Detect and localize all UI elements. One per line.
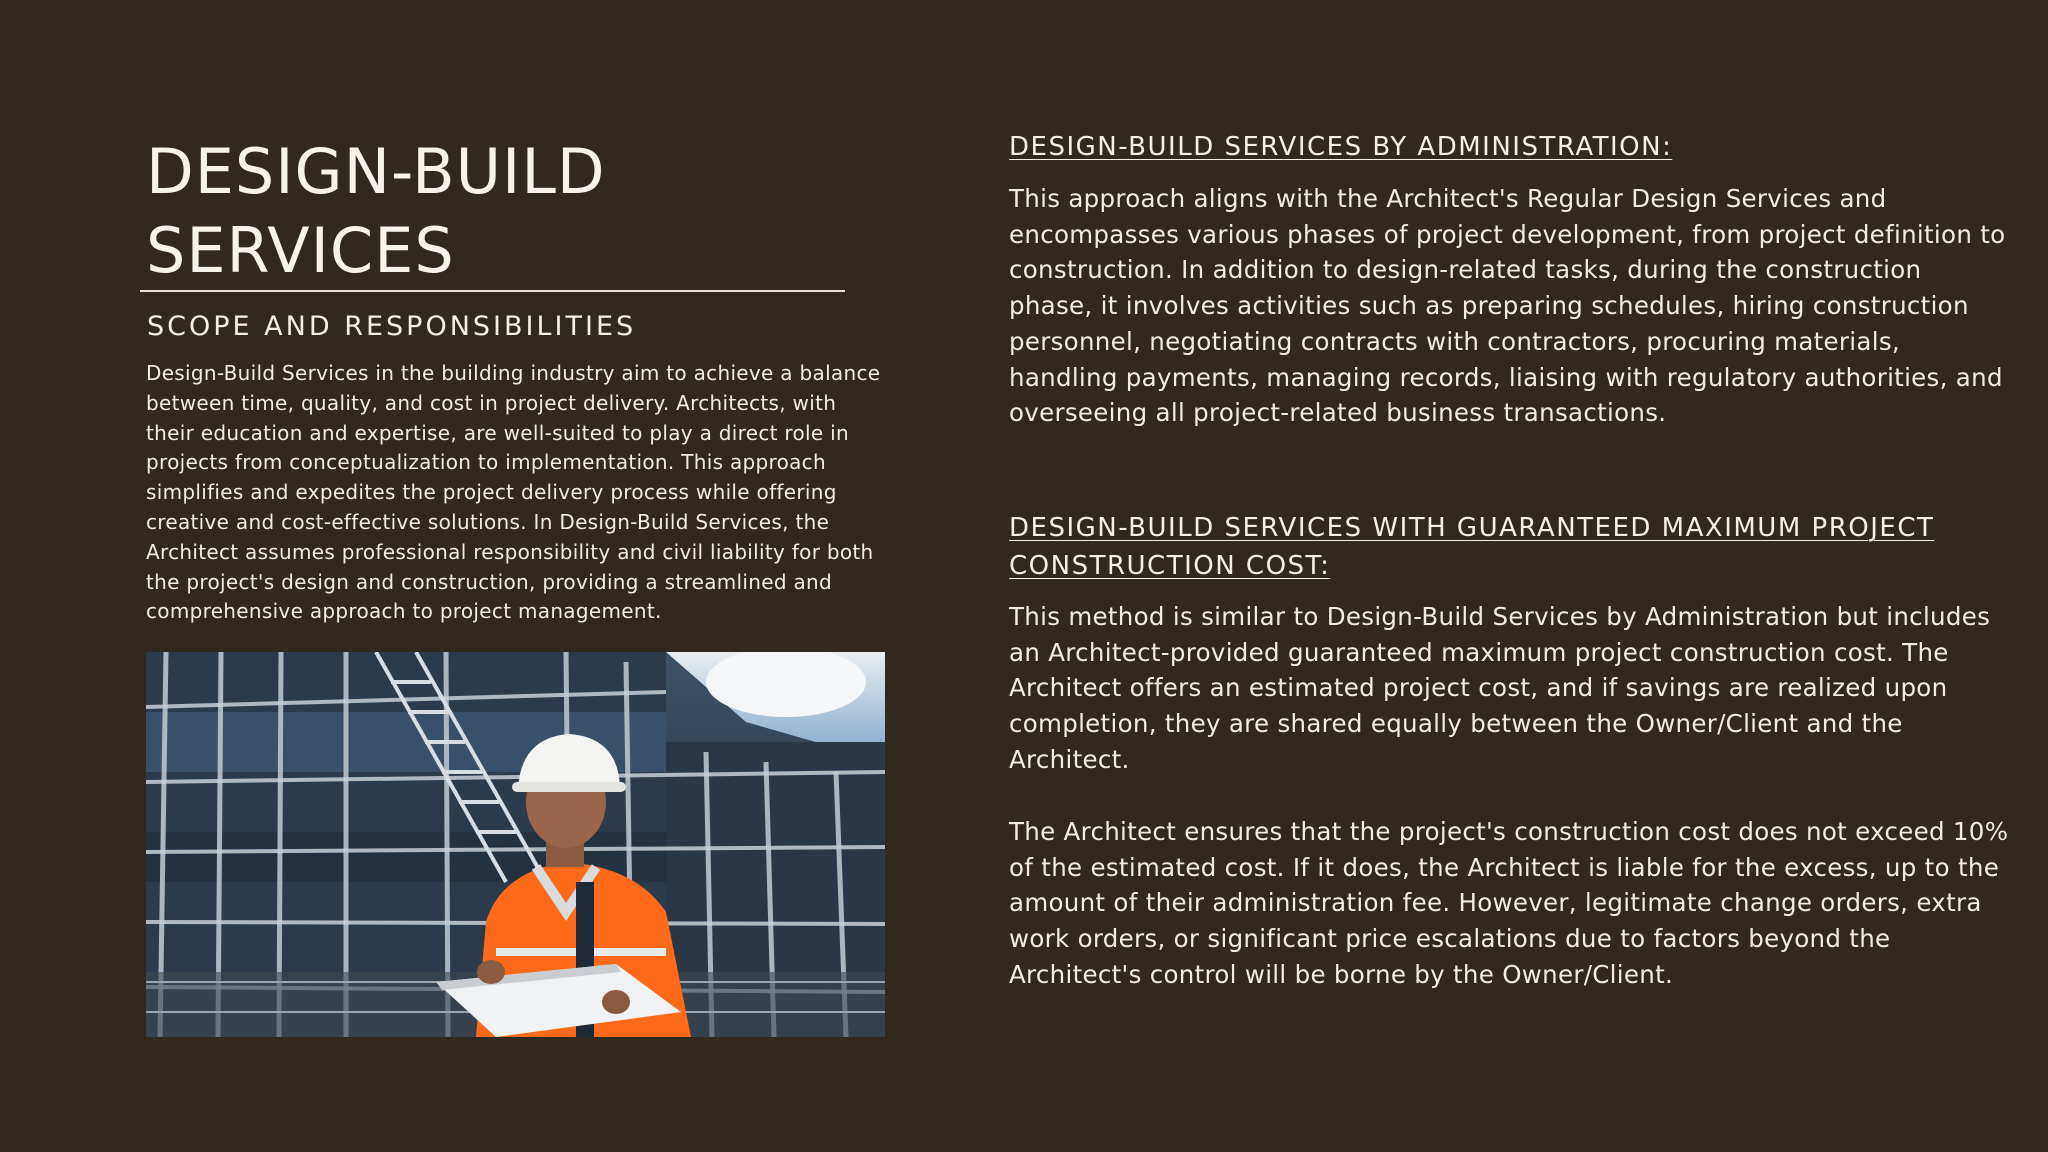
section-subtitle: SCOPE AND RESPONSIBILITIES [147,311,637,342]
construction-worker-photo [146,652,885,1037]
section-heading-guaranteed-cost: DESIGN-BUILD SERVICES WITH GUARANTEED MAXIMUM PROJECT CONSTRUCTION COST: [1009,513,1935,581]
section-text-cost-liability: The Architect ensures that the project's construction cost does not exceed 10% of the estimated cost. If it does, the Architect is liable for the excess, up to the amount of their administration fee. However, legitimate change orders, extra work orders, or significant price escalations due to factors beyond the Architect's control will be borne by the Owner/Client. [1009,817,2009,989]
section-heading-administration: DESIGN-BUILD SERVICES BY ADMINISTRATION: [1009,132,1673,162]
title-divider [140,290,845,292]
title-line-1: DESIGN-BUILD [146,135,606,208]
slide-title [146,132,846,290]
title-line-2: SERVICES [146,214,455,287]
intro-paragraph: Design-Build Services in the building industry aim to achieve a balance between time, quality, and cost in project delivery. Architects, with their education and expertise, are well-suited to play a direct role in projects from conceptualization to implementation. This approach simplifies and expedites the project delivery process while offering creative and cost-effective solutions. In Design-Build Services, the Architect assumes professional responsibility and civil liability for both the project's design and construction, providing a streamlined and comprehensive approach to project management. [146,361,881,624]
section-text-guaranteed-cost: This method is similar to Design-Build Services by Administration but includes an Architect-provided guaranteed maximum project construction cost. The Architect offers an estimated project cost, and if savings are realized upon completion, they are shared equally between the Owner/Client and the Architect. [1009,602,1991,774]
section-text-administration: This approach aligns with the Architect's Regular Design Services and encompasses various phases of project development, from project definition to construction. In addition to design-related tasks, during the construction phase, it involves activities such as preparing schedules, hiring construction personnel, negotiating contracts with contractors, procuring materials, handling payments, managing records, liaising with regulatory authorities, and overseeing all project-related business transactions. [1009,184,2006,428]
